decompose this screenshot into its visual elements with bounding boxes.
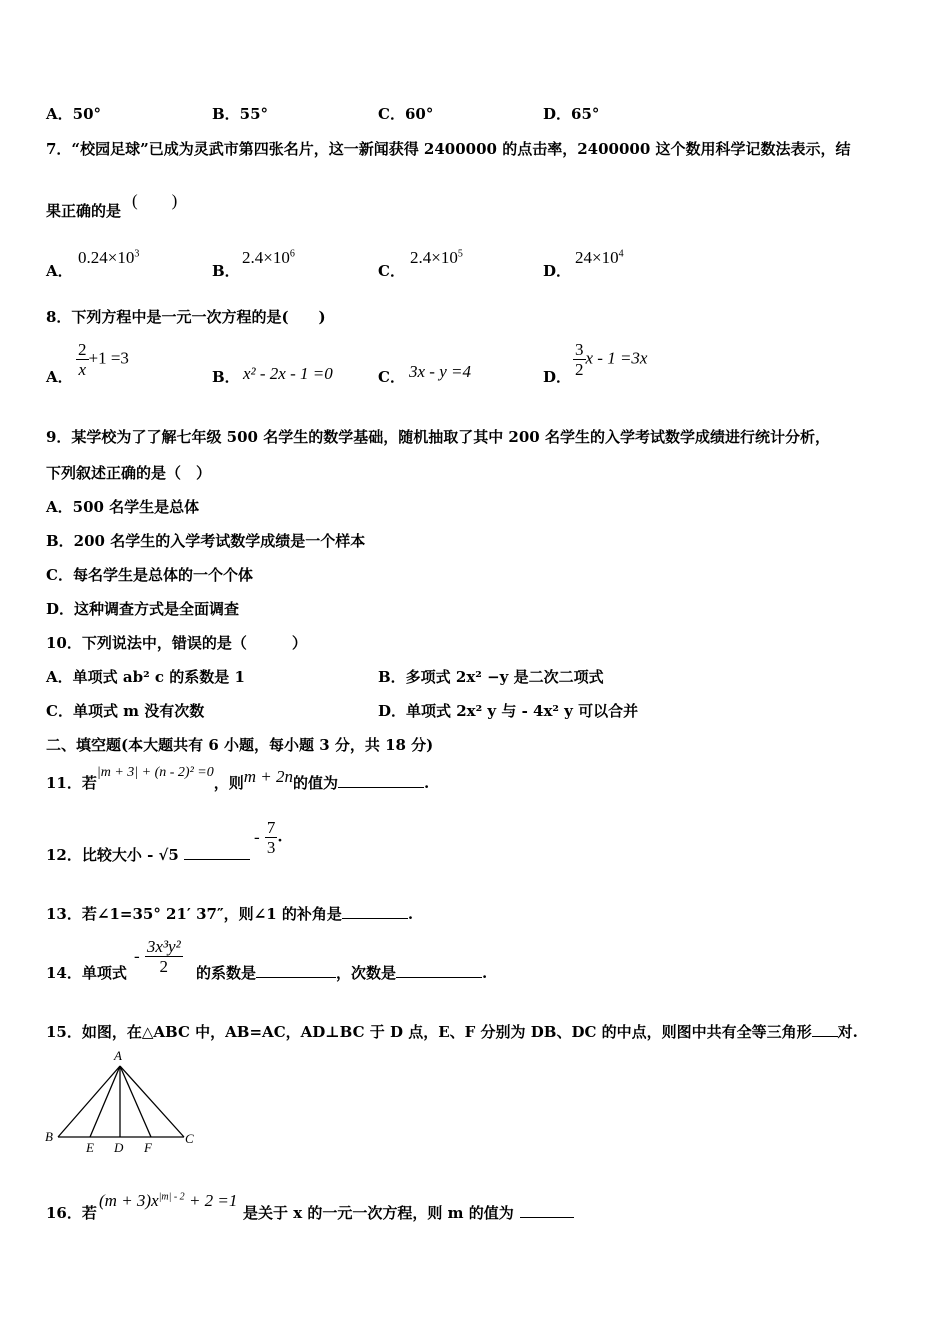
q8-a-den: x	[78, 360, 87, 379]
label-b: B	[45, 1129, 53, 1144]
q10-option-b: B．多项式 2x² −y 是二次二项式	[378, 668, 604, 686]
label-f: F	[144, 1140, 152, 1155]
label-a: A	[114, 1048, 122, 1063]
q14-mid2: ，次数是	[336, 964, 397, 982]
label-e: E	[86, 1140, 94, 1155]
q13-period: .	[407, 905, 414, 923]
label-d: D	[114, 1140, 124, 1155]
q13-text: 13．若∠1=35° 21′ 37″，则∠1 的补角是	[46, 905, 342, 923]
q8-option-a-expr	[76, 340, 129, 379]
q11-mid: ，则	[213, 774, 244, 792]
q8-a-num: 2	[78, 340, 87, 359]
section-2-heading: 二、填空题(本大题共有 6 小题，每小题 3 分，共 18 分)	[46, 736, 434, 754]
q11-target-expr: m + 2n	[243, 767, 293, 786]
q14-prefix: 14．单项式	[46, 964, 127, 982]
segment-ab	[58, 1066, 120, 1137]
q12-answer-blank[interactable]	[184, 845, 250, 860]
q12-line	[46, 844, 250, 865]
q16-suffix: 是关于 x 的一元一次方程，则 m 的值为	[243, 1204, 514, 1222]
q12-num: 7	[266, 818, 276, 837]
q8-option-a-label: A．	[46, 368, 73, 386]
q14-coefficient-blank[interactable]	[256, 963, 336, 978]
q9-option-c: C．每名学生是总体的一个个体	[46, 566, 253, 584]
segment-af	[120, 1066, 151, 1137]
q13-answer-blank[interactable]	[342, 904, 408, 919]
q9-stem-line1: 9．某学校为了了解七年级 500 名学生的数学基础，随机抽取了其中 200 名学生的入学考试数学成绩进行统计分析，	[46, 428, 830, 446]
q14-period: .	[482, 964, 488, 982]
q16-exponent: |m| - 2	[158, 1191, 185, 1203]
q15-suffix: 对.	[837, 1023, 858, 1041]
q8-d-rest: x - 1 =3x	[585, 348, 648, 368]
q7-option-a-label: A．	[46, 262, 73, 280]
q7-a-exp: 3	[134, 248, 140, 260]
q12-prefix: 12．比较大小 - √5	[46, 846, 179, 864]
q16-equation	[99, 1191, 237, 1211]
segment-ac	[120, 1066, 184, 1137]
q14-den: 2	[159, 957, 169, 976]
q11-answer-blank[interactable]	[338, 773, 424, 788]
q15-line	[46, 1021, 858, 1042]
q13-line	[46, 903, 413, 924]
q12-den: 3	[266, 838, 276, 857]
q10-option-c: C．单项式 m 没有次数	[46, 702, 205, 720]
q9-option-b: B．200 名学生的入学考试数学成绩是一个样本	[46, 532, 366, 550]
q16-prefix: 16．若	[46, 1204, 97, 1222]
label-c: C	[185, 1131, 194, 1146]
q8-option-b-expr: x² - 2x - 1 =0	[243, 364, 333, 383]
q9-option-a: A．500 名学生是总体	[46, 498, 200, 516]
q14-fraction	[145, 937, 183, 976]
q14-degree-blank[interactable]	[396, 963, 482, 978]
q8-d-num: 3	[575, 340, 584, 359]
q14-line	[196, 962, 487, 983]
q6-option-c: C．60°	[378, 105, 434, 123]
q6-option-a: A．50°	[46, 105, 102, 123]
q7-option-d-expr: $24\times 10^4$	[575, 248, 624, 267]
q8-option-c-expr: 3x - y =4	[409, 362, 471, 381]
q7-c-base: 2.4	[410, 248, 432, 267]
q16-tail-expr: + 2 =1	[184, 1191, 238, 1210]
q16-answer-blank[interactable]	[520, 1203, 574, 1218]
q7-option-d-label: D．	[543, 262, 572, 280]
q7-option-c-label: C．	[378, 262, 405, 280]
q11-line: 11．若|m + 3| + (n - 2)² =0，则m + 2n的值为 .	[46, 765, 430, 792]
q12-fraction-expr	[254, 818, 283, 857]
q15-text: 15．如图，在△ABC 中，AB=AC，AD⊥BC 于 D 点，E、F 分别为 DB、DC 的中点，则图中共有全等三角形	[46, 1023, 812, 1041]
segment-ae	[90, 1066, 120, 1137]
q7-option-a	[46, 260, 73, 281]
q10-option-a: A．单项式 ab² c 的系数是 1	[46, 668, 245, 686]
q7-c-exp: 5	[457, 248, 463, 260]
q7-option-c-expr: $2.4\times 10^5$	[410, 248, 463, 267]
q12-neg-sign: -	[254, 827, 260, 847]
q10-stem: 10．下列说法中，错误的是（ ）	[46, 634, 307, 652]
q14-neg-sign: -	[134, 946, 140, 966]
q8-d-fraction	[573, 340, 586, 379]
q6-option-b: B．55°	[212, 105, 269, 123]
q7-stem-line2: 果正确的是	[46, 202, 122, 220]
q9-option-d: D．这种调查方式是全面调查	[46, 600, 240, 618]
q6-option-d: D．65°	[543, 105, 600, 123]
q8-option-d-label: D．	[543, 368, 572, 386]
q10-option-d: D．单项式 2x² y 与 - 4x² y 可以合并	[378, 702, 639, 720]
q8-option-b-label: B．	[212, 368, 240, 386]
q7-option-b-label: B．	[212, 262, 240, 280]
q9-stem-line2: 下列叙述正确的是（ ）	[46, 464, 212, 482]
q14-monomial	[134, 937, 183, 976]
q7-option-b-expr: $2.4\times 10^6$	[242, 248, 295, 267]
q8-option-d-expr	[573, 340, 647, 379]
q7-d-base: 24	[575, 248, 592, 267]
q11-prefix: 11．若	[46, 774, 97, 792]
q7-d-exp: 4	[618, 248, 624, 260]
q16-line	[243, 1202, 574, 1223]
q14-mid: 的系数是	[196, 964, 257, 982]
q15-triangle-figure	[44, 1046, 204, 1156]
q8-d-den: 2	[575, 360, 584, 379]
q7-a-base: 0.24	[78, 248, 108, 267]
q7-paren: ( )	[132, 191, 178, 210]
q8-stem: 8．下列方程中是一元一次方程的是( )	[46, 308, 326, 326]
q11-suffix: 的值为	[292, 774, 338, 792]
q11-condition-expr: |m + 3| + (n - 2)² =0	[96, 765, 214, 780]
q8-a-rest: +1 =3	[88, 348, 129, 368]
q12-period: .	[277, 827, 283, 846]
q14-num: 3x³y²	[146, 937, 181, 956]
q8-option-c-label: C．	[378, 368, 405, 386]
q8-a-fraction	[76, 340, 89, 379]
q16-base-expr: (m + 3)x	[99, 1191, 159, 1210]
q15-answer-blank[interactable]	[812, 1022, 838, 1037]
q7-option-a-expr: $0.24\times 10^3$	[78, 248, 140, 267]
q7-b-base: 2.4	[242, 248, 264, 267]
q7-b-exp: 6	[289, 248, 295, 260]
q12-fraction	[265, 818, 278, 857]
q7-stem-line1: 7．“校园足球”已成为灵武市第四张名片，这一新闻获得 2400000 的点击率，2400000 这个数用科学记数法表示，结	[46, 140, 851, 158]
